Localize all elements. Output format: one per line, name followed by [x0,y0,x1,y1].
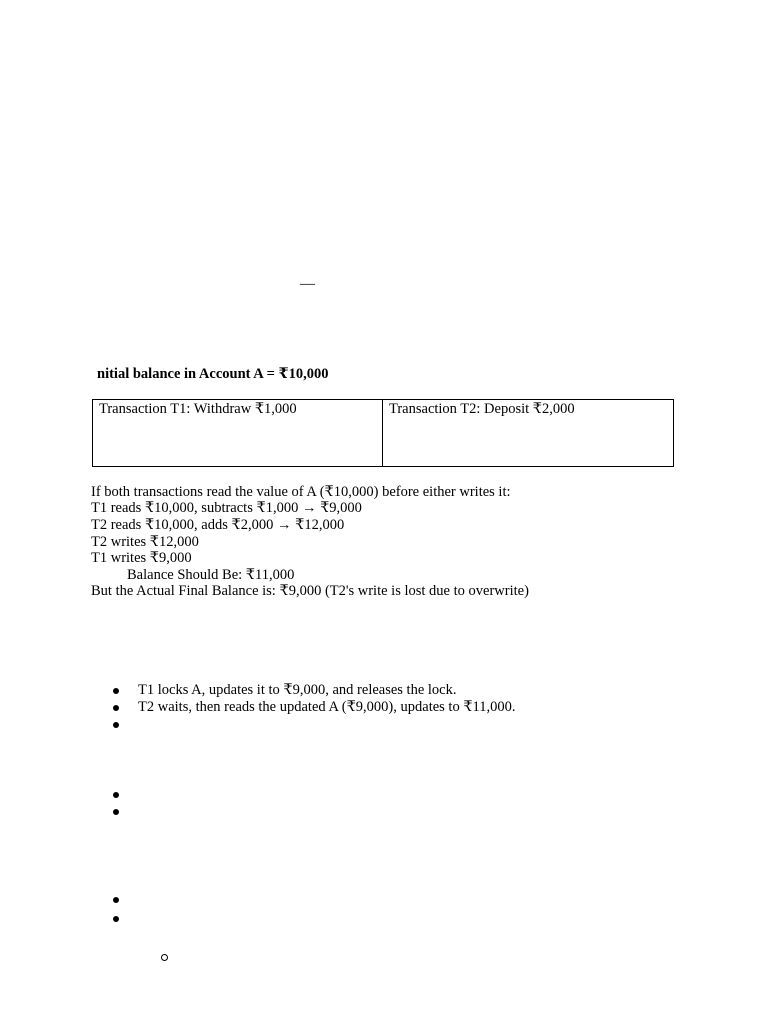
bullet-icon [113,705,119,711]
expected-balance: Balance Should Be: ₹11,000 [127,567,295,583]
initial-balance-heading: nitial balance in Account A = ₹10,000 [97,366,329,382]
bullet-icon [113,916,119,922]
sub-bullet-icon [161,954,168,961]
bullet-icon [113,897,119,903]
transaction-t2-cell: Transaction T2: Deposit ₹2,000 [383,400,674,467]
transactions-table [92,399,674,467]
transaction-t1-cell: Transaction T1: Withdraw ₹1,000 [93,400,383,467]
table-row [93,400,674,467]
lock-step-1: T1 locks A, updates it to ₹9,000, and releases the lock. [138,682,457,698]
bullet-icon [113,688,119,694]
scenario-intro: If both transactions read the value of A (₹10,000) before either writes it: [91,484,511,500]
bullet-icon [113,792,119,798]
scenario-t2-write: T2 writes ₹12,000 [91,534,199,550]
bullet-icon [113,722,119,728]
scenario-t2-read: T2 reads ₹10,000, adds ₹2,000 → ₹12,000 [91,517,345,533]
dash-mark: — [300,276,315,292]
scenario-t1-write: T1 writes ₹9,000 [91,550,192,566]
lock-step-2: T2 waits, then reads the updated A (₹9,000), updates to ₹11,000. [138,699,516,715]
bullet-icon [113,809,119,815]
actual-balance: But the Actual Final Balance is: ₹9,000 (T2's write is lost due to overwrite) [91,583,529,599]
scenario-t1-read: T1 reads ₹10,000, subtracts ₹1,000 → ₹9,000 [91,500,362,516]
